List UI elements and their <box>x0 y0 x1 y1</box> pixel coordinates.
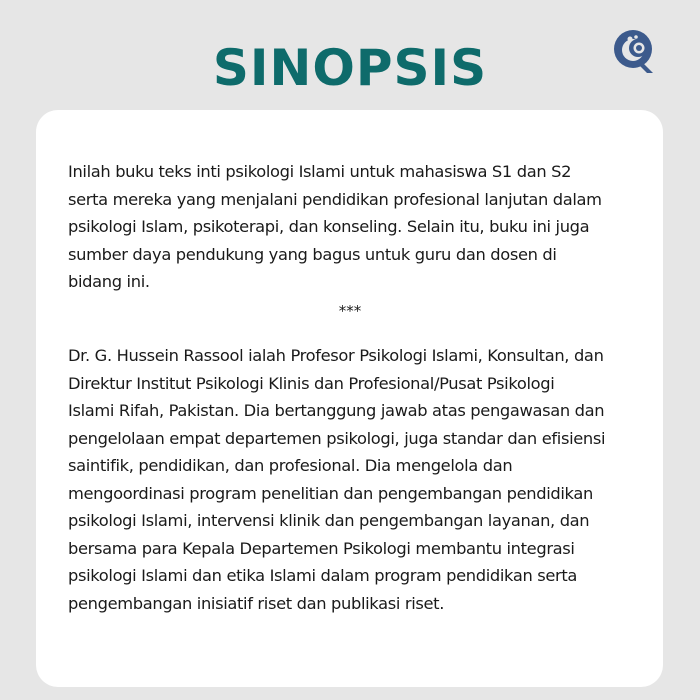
text-line: bidang ini. <box>68 272 150 291</box>
text-line: psikologi Islami, intervensi klinik dan pengembangan layanan, dan <box>68 511 590 530</box>
text-line: serta mereka yang menjalani pendidikan profesional lanjutan dalam <box>68 189 602 209</box>
text-line: bersama para Kepala Departemen Psikologi membantu integrasi <box>68 538 575 558</box>
text-line: saintifik, pendidikan, dan profesional. Dia mengelola dan <box>68 456 513 475</box>
page-title: SINOPSIS <box>212 39 488 97</box>
text-line: Direktur Institut Psikologi Klinis dan Profesional/Pusat Psikologi <box>68 373 555 393</box>
text-line: Dr. G. Hussein Rassool ialah Profesor Psikologi Islami, Konsultan, dan <box>68 346 604 365</box>
text-line: Islami Rifah, Pakistan. Dia bertanggung jawab atas pengawasan dan <box>68 401 605 420</box>
text-line: Inilah buku teks inti psikologi Islami untuk mahasiswa S1 dan S2 <box>68 162 572 181</box>
logo-graphic <box>611 27 659 75</box>
text-line: mengoordinasi program penelitian dan pengembangan pendidikan <box>68 483 593 503</box>
text-line: sumber daya pendukung yang bagus untuk guru dan dosen di <box>68 244 557 264</box>
text-line: pengelolaan empat departemen psikologi, juga standar dan efisiensi <box>68 428 606 448</box>
text-line: psikologi Islam, psikoterapi, dan konseling. Selain itu, buku ini juga <box>68 217 590 236</box>
text-line: psikologi Islami dan etika Islami dalam program pendidikan serta <box>68 566 578 585</box>
author-bio-paragraph <box>68 342 648 617</box>
text-line: pengembangan inisiatif riset dan publikasi riset. <box>68 593 445 613</box>
synopsis-paragraph <box>68 158 648 296</box>
section-separator: *** <box>338 302 362 320</box>
publisher-logo-icon <box>611 27 659 75</box>
